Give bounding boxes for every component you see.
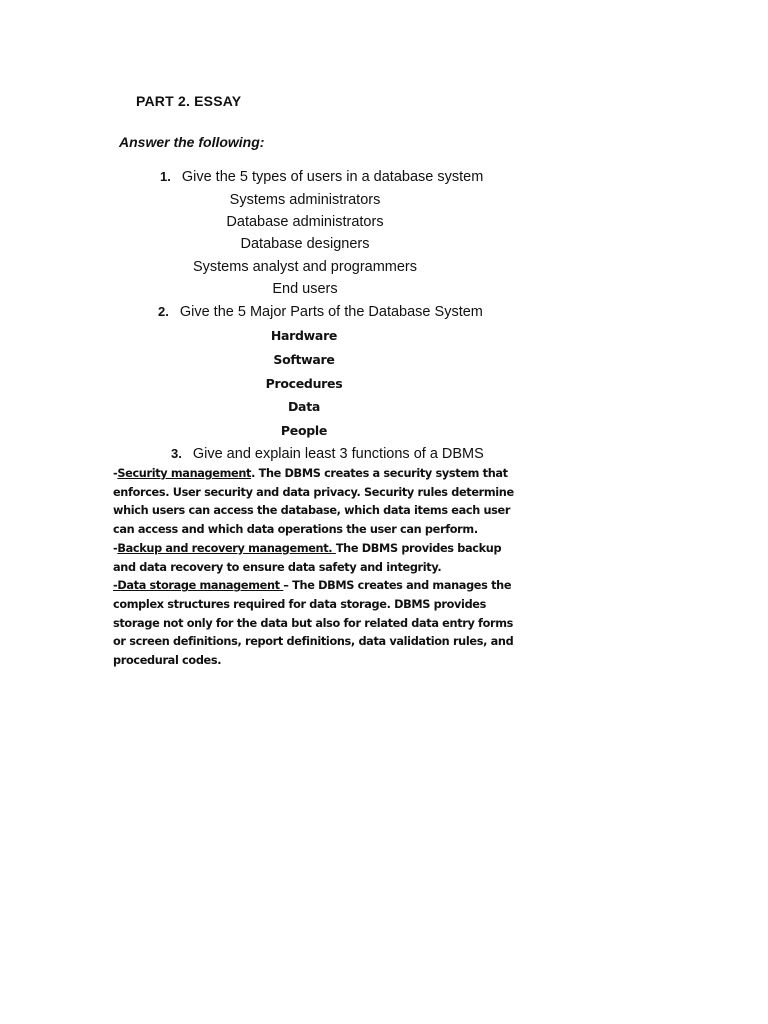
question-2 — [158, 304, 483, 320]
function-text: or screen definitions, report definitions, data validation rules, and — [113, 635, 514, 649]
question-number: 2. — [158, 304, 169, 319]
question-number: 3. — [171, 446, 182, 461]
function-text: complex structures required for data storage. DBMS provides — [113, 597, 486, 611]
answer-item: Software — [273, 352, 335, 367]
function-backup: -Backup and recovery management. The DBMS provides backup and data recovery to ensure data safety and integrity. — [113, 540, 493, 577]
answer-item: Procedures — [265, 376, 343, 391]
question-1 — [160, 169, 483, 185]
function-text: procedural codes. — [113, 654, 222, 668]
answer-item: Systems administrators — [229, 192, 381, 208]
question-text: Give the 5 Major Parts of the Database System — [179, 304, 483, 320]
function-heading: Backup and recovery management. — [117, 541, 336, 555]
function-security: -Security management. The DBMS creates a security system that enforces. User security and data privacy. Security rules determine which users can access the database, which data items each user can access and which data operations the user can perform. — [113, 465, 493, 540]
instruction-heading: Answer the following: — [119, 134, 265, 150]
answer-item: Database administrators — [226, 214, 384, 230]
function-text: and data recovery to ensure data safety and integrity. — [113, 560, 442, 574]
question-number: 1. — [160, 169, 171, 184]
answer-item: End users — [272, 281, 338, 297]
function-text: can access and which data operations the user can perform. — [113, 523, 478, 537]
function-text: storage not only for the data but also for related data entry forms — [113, 616, 514, 630]
function-text: which users can access the database, which data items each user — [113, 504, 511, 518]
dbms-functions — [113, 465, 514, 671]
function-text: enforces. User security and data privacy. Security rules determine — [113, 485, 514, 499]
question-3 — [171, 446, 484, 462]
function-heading: Security management — [117, 467, 252, 480]
function-storage: -Data storage management – The DBMS creates and manages the complex structures required for data storage. DBMS provides storage not only for the data but also for related data entry forms or screen definitions, report definitions, data validation rules, and procedural codes. — [113, 577, 493, 671]
answer-item: Systems analyst and programmers — [192, 259, 418, 275]
answer-item: People — [280, 423, 328, 438]
question-text: Give the 5 types of users in a database system — [181, 169, 484, 185]
function-heading: -Data storage management — [113, 579, 284, 593]
answer-item: Data — [287, 399, 321, 414]
answer-item: Hardware — [270, 328, 338, 343]
part-title: PART 2. ESSAY — [136, 93, 242, 109]
question-text: Give and explain least 3 functions of a DBMS — [192, 446, 484, 462]
answer-item: Database designers — [240, 236, 370, 252]
